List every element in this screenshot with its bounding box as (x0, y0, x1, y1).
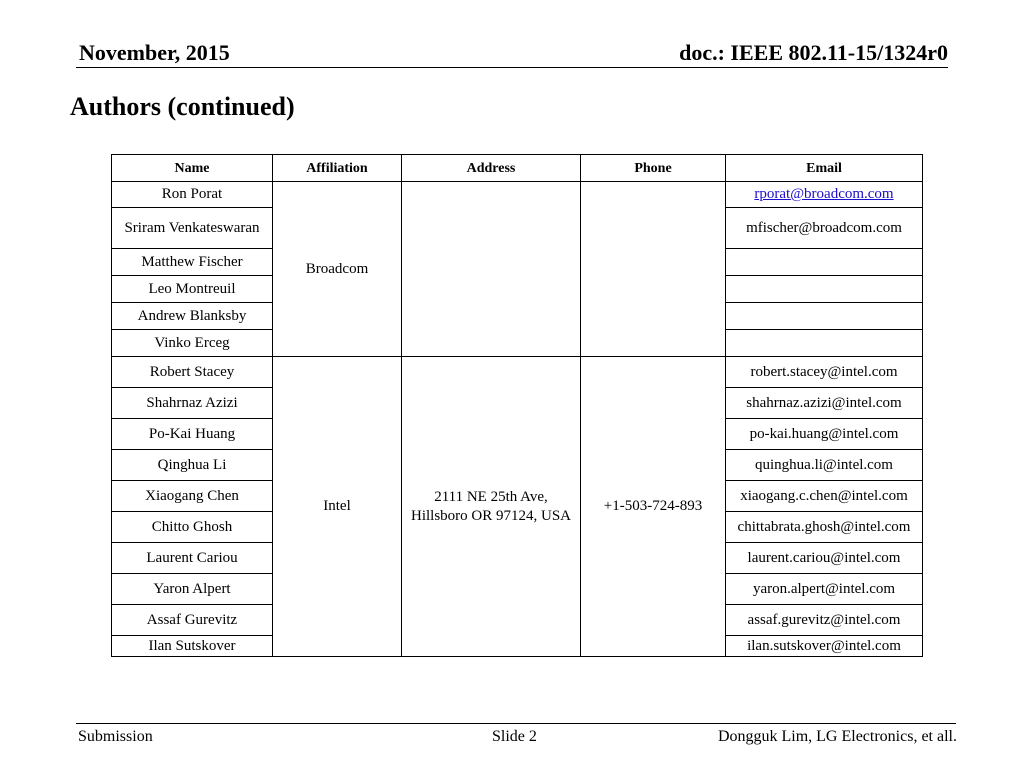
footer-slide-number: Slide 2 (492, 728, 537, 745)
address-intel: 2111 NE 25th Ave, Hillsboro OR 97124, USA (402, 357, 581, 657)
author-email: shahrnaz.azizi@intel.com (726, 388, 923, 419)
author-email: po-kai.huang@intel.com (726, 419, 923, 450)
author-email: laurent.cariou@intel.com (726, 543, 923, 574)
author-name: Robert Stacey (112, 357, 273, 388)
author-email (726, 330, 923, 357)
header-doc-id: doc.: IEEE 802.11-15/1324r0 (679, 40, 948, 65)
header-divider (76, 67, 948, 68)
author-email (726, 249, 923, 276)
author-name: Laurent Cariou (112, 543, 273, 574)
footer-submission: Submission (78, 728, 153, 745)
col-header-name: Name (112, 155, 273, 182)
author-name: Assaf Gurevitz (112, 605, 273, 636)
author-name: Chitto Ghosh (112, 512, 273, 543)
col-header-email: Email (726, 155, 923, 182)
author-name: Yaron Alpert (112, 574, 273, 605)
author-name: Andrew Blanksby (112, 303, 273, 330)
author-email (726, 303, 923, 330)
author-email: chittabrata.ghosh@intel.com (726, 512, 923, 543)
author-email: xiaogang.c.chen@intel.com (726, 481, 923, 512)
author-name: Ilan Sutskover (112, 636, 273, 657)
table-header-row (112, 155, 923, 182)
author-name: Vinko Erceg (112, 330, 273, 357)
header-date: November, 2015 (79, 40, 230, 65)
email-link[interactable]: rporat@broadcom.com (754, 186, 894, 202)
table-row (112, 182, 923, 208)
slide-title: Authors (continued) (70, 92, 295, 121)
author-email: ilan.sutskover@intel.com (726, 636, 923, 657)
author-name: Ron Porat (112, 182, 273, 208)
col-header-phone: Phone (581, 155, 726, 182)
col-header-affiliation: Affiliation (273, 155, 402, 182)
affiliation-intel: Intel (273, 357, 402, 657)
author-email (726, 276, 923, 303)
footer-authors: Dongguk Lim, LG Electronics, et all. (717, 728, 957, 745)
address-broadcom (402, 182, 581, 357)
table-row (112, 357, 923, 388)
authors-table (111, 154, 923, 657)
author-email: mfischer@broadcom.com (726, 208, 923, 249)
author-name: Sriram Venkateswaran (112, 208, 273, 249)
author-email-cell[interactable] (726, 182, 923, 208)
affiliation-broadcom: Broadcom (273, 182, 402, 357)
footer-divider (76, 723, 956, 724)
author-email: assaf.gurevitz@intel.com (726, 605, 923, 636)
phone-intel: +1-503-724-893 (581, 357, 726, 657)
author-email: quinghua.li@intel.com (726, 450, 923, 481)
author-name: Po-Kai Huang (112, 419, 273, 450)
phone-broadcom (581, 182, 726, 357)
author-email: yaron.alpert@intel.com (726, 574, 923, 605)
author-name: Shahrnaz Azizi (112, 388, 273, 419)
author-email: robert.stacey@intel.com (726, 357, 923, 388)
col-header-address: Address (402, 155, 581, 182)
author-name: Leo Montreuil (112, 276, 273, 303)
author-name: Qinghua Li (112, 450, 273, 481)
author-name: Xiaogang Chen (112, 481, 273, 512)
author-name: Matthew Fischer (112, 249, 273, 276)
